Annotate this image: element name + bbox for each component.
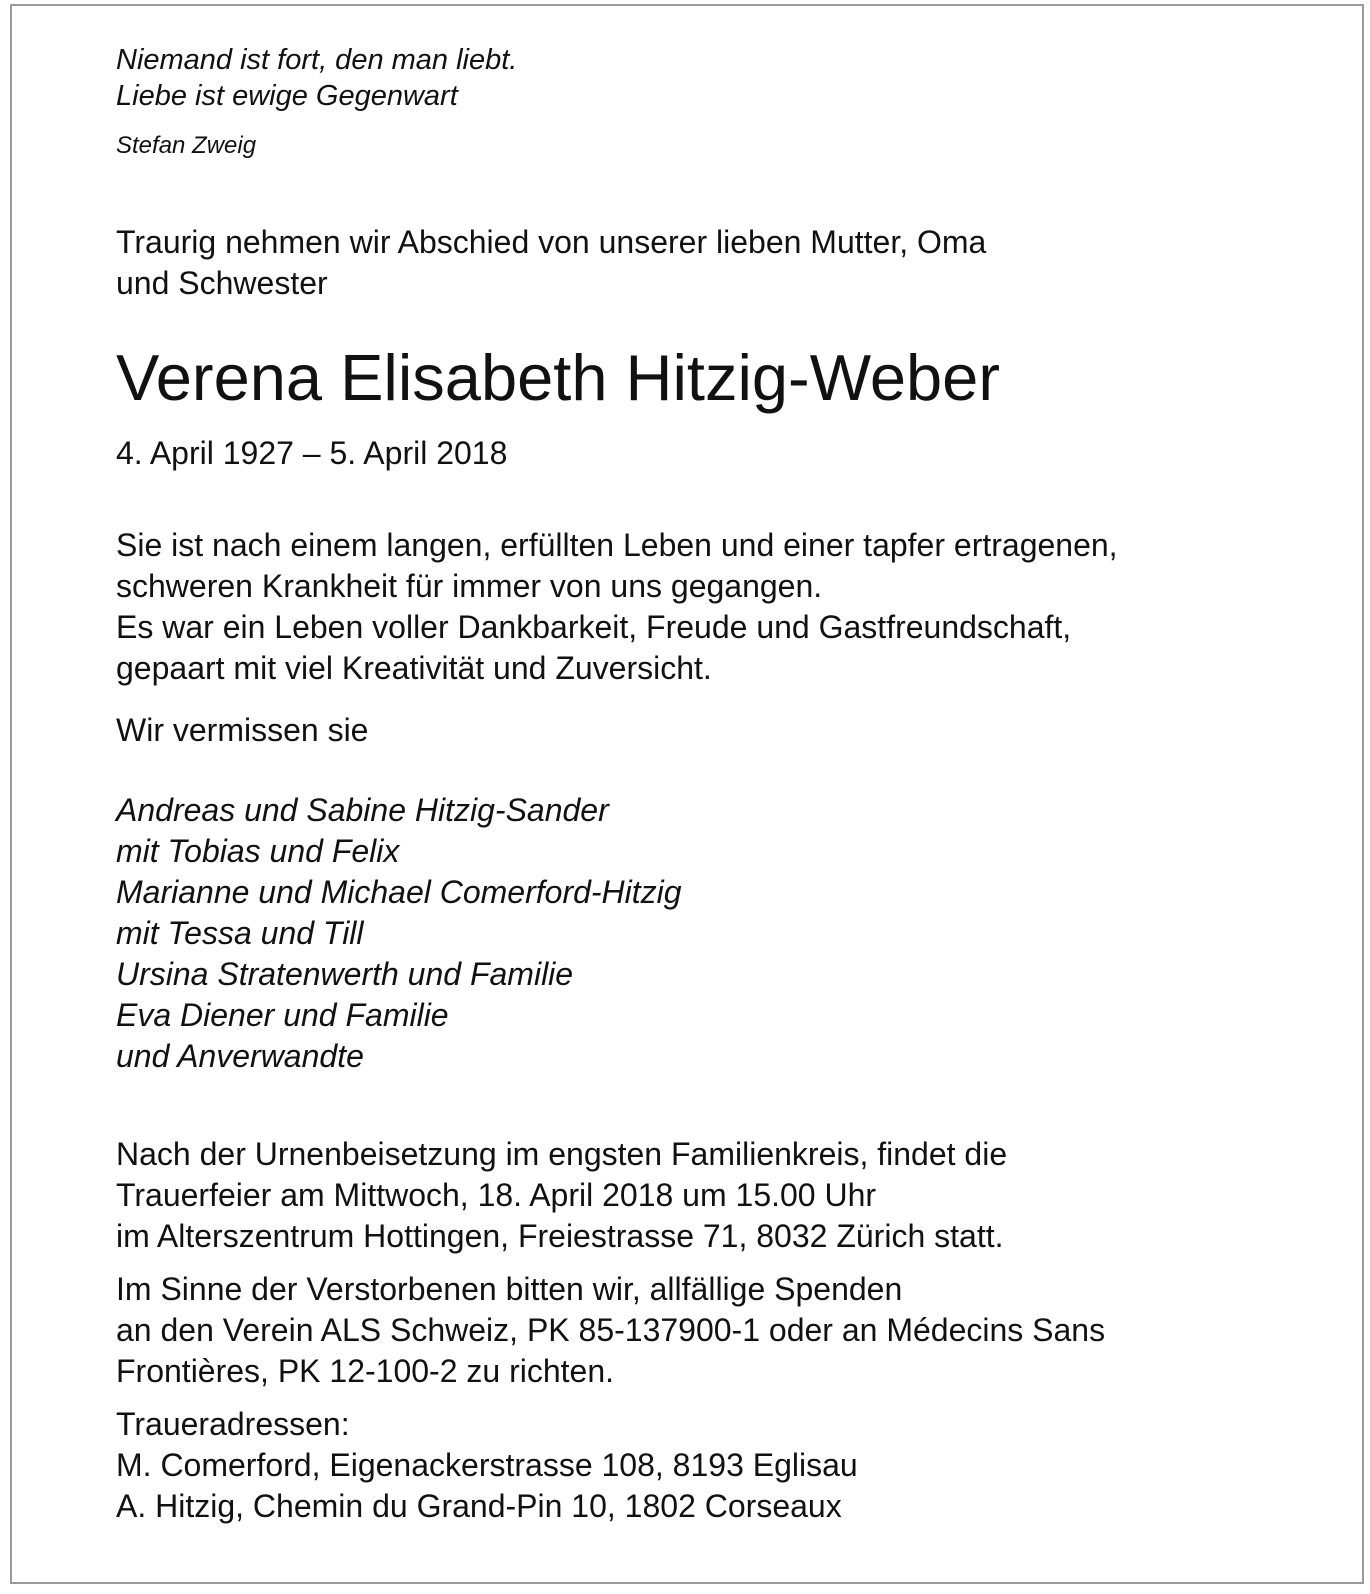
intro-line-2: und Schwester <box>116 265 328 301</box>
mourner-name: Marianne und Michael Comerford-Hitzig <box>116 874 682 910</box>
tribute-line-4: gepaart mit viel Kreativität und Zuversicht. <box>116 650 712 686</box>
ceremony-line-2: Trauerfeier am Mittwoch, 18. April 2018 um 15.00 Uhr <box>116 1177 877 1213</box>
intro-line-1: Traurig nehmen wir Abschied von unserer lieben Mutter, Oma <box>116 224 987 260</box>
motto-author: Stefan Zweig <box>116 132 257 159</box>
mourner-name: mit Tessa und Till <box>116 915 364 951</box>
donations-line-3: Frontières, PK 12-100-2 zu richten. <box>116 1353 615 1389</box>
mourner-name: Andreas und Sabine Hitzig-Sander <box>116 792 609 828</box>
mourners-heading: Wir vermissen sie <box>116 712 369 748</box>
motto-line-1: Niemand ist fort, den man liebt. <box>116 44 518 76</box>
tribute-line-2: schweren Krankheit für immer von uns gegangen. <box>116 568 823 604</box>
mourner-name: mit Tobias und Felix <box>116 833 400 869</box>
mourner-name: und Anverwandte <box>116 1038 364 1074</box>
address-line: A. Hitzig, Chemin du Grand-Pin 10, 1802 Corseaux <box>116 1488 842 1524</box>
deceased-dates: 4. April 1927 – 5. April 2018 <box>116 435 508 471</box>
mourner-name: Ursina Stratenwerth und Familie <box>116 956 574 992</box>
donations-line-1: Im Sinne der Verstorbenen bitten wir, allfällige Spenden <box>116 1271 903 1307</box>
tribute-line-3: Es war ein Leben voller Dankbarkeit, Freude und Gastfreundschaft, <box>116 609 1072 645</box>
motto-line-2: Liebe ist ewige Gegenwart <box>116 80 458 112</box>
ceremony-line-3: im Alterszentrum Hottingen, Freiestrasse 71, 8032 Zürich statt. <box>116 1218 1004 1254</box>
tribute-line-1: Sie ist nach einem langen, erfüllten Leben und einer tapfer ertragenen, <box>116 527 1118 563</box>
obituary-content <box>116 0 1370 1594</box>
mourner-name: Eva Diener und Familie <box>116 997 449 1033</box>
donations-line-2: an den Verein ALS Schweiz, PK 85-137900-1 oder an Médecins Sans <box>116 1312 1106 1348</box>
addresses-heading: Traueradressen: <box>116 1406 350 1442</box>
ceremony-line-1: Nach der Urnenbeisetzung im engsten Familienkreis, findet die <box>116 1136 1008 1172</box>
deceased-name: Verena Elisabeth Hitzig-Weber <box>116 341 1000 414</box>
address-line: M. Comerford, Eigenackerstrasse 108, 8193 Eglisau <box>116 1447 858 1483</box>
